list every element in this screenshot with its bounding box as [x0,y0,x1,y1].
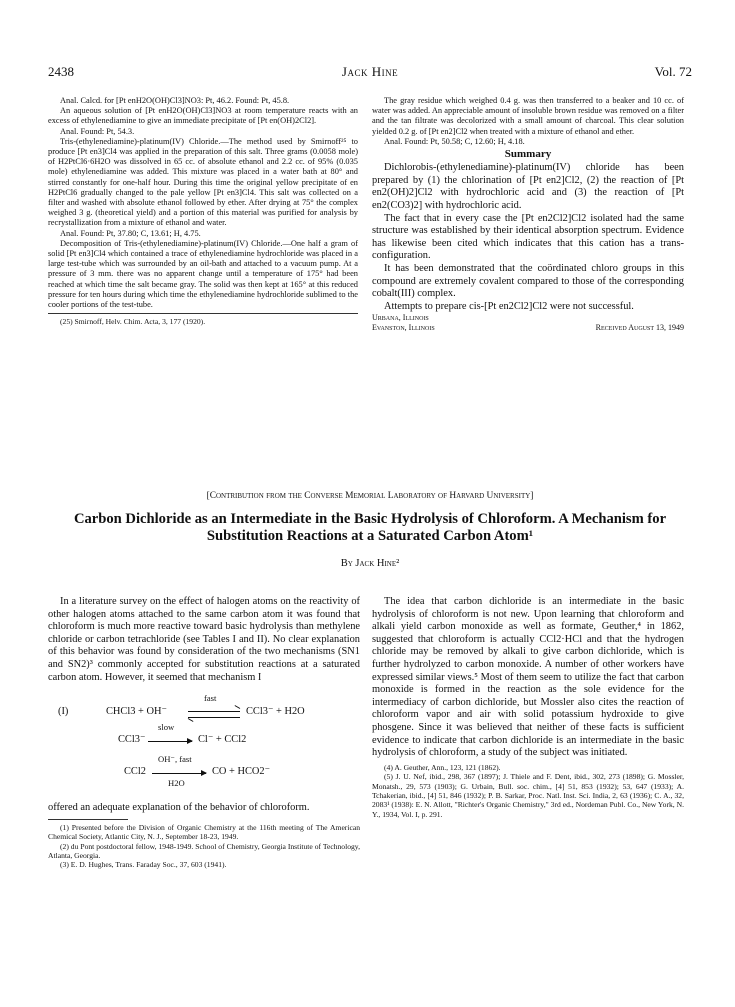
forward-arrow-icon [188,711,240,712]
footnote-rule [48,819,128,820]
mechanism-label: (I) [58,706,69,718]
reaction2-condition: slow [158,722,175,733]
reaction3-condition: OH⁻, fast [158,754,192,765]
paragraph: An aqueous solution of [Pt enH2O(OH)Cl3]NO3 at room temperature reacts with an excess of ethylenediamine to give an immediate precipitate of [Pt en(OH)2Cl2]. [48,106,358,126]
arrow-icon [148,741,192,742]
summary-heading: Summary [504,148,552,161]
affiliation-footer [372,313,684,333]
paragraph: Tris-(ethylenediamine)-platinum(IV) Chloride.—The method used by Smirnoff²⁵ to produce [Pt en3]Cl4 was applied in the preparation of this salt. Three grams (0.0058 mole) of H2PtCl6·6H2O was dissolved in 65 cc. of absolute ethanol and 2.2 cc. of 95% (0.035 mole) ethylenediamine was added. This mixture was placed in a water bath at 80° and stirred constantly for one-half hour. During this time the original yellow precipitate of en H2PtCl6 gradually changed to the pale yellow [Pt en3]Cl4. This salt was collected on a filter and washed with absolute ethanol followed by ether. After drying at 75° the complex weighed 3 g. (theoretical yield) and a portion of this material was purified for analysis by recrystallization from a mixture of ethanol and water. [48,136,358,228]
footnote: (5) J. U. Nef, ibid., 298, 367 (1897); J. Thiele and F. Dent, ibid., 302, 273 (1898); G. Mossler, Monatsh., 29, 573 (1903); G. Urbain, Bull. soc. chim., [4] 51, 853 (1932); 53, 647 (1933); A. Tchakerian, ibid., [4] 51, 846 (1932); P. B. Sarkar, Proc. Natl. Inst. Sci. India, 2, 63 (1936); C. A., 32, 2083¹ (1938): E. N. Allott, "Richter's Organic Chemistry," 3rd ed., Nordeman Publ. Co., New York, N. Y., 1934, Vol. I, p. 291. [372,772,684,819]
article-title: Carbon Dichloride as an Intermediate in the Basic Hydrolysis of Chloroform. A Mechanism for Substitution Reactions at a Saturated Carbon Atom¹ [73,511,667,544]
paragraph: Dichlorobis-(ethylenediamine)-platinum(IV) chloride has been prepared by (1) the chlorination of [Pt en2]Cl2, (2) the reaction of [Pt en2(OH)2]Cl2 with hydrochloric acid and (3) the reaction of [Pt en2(CO3)2] with hydrochloric acid. [372,162,684,211]
paragraph: It has been demonstrated that the coördinated chloro groups in this compound are extremely covalent compared to those of the corresponding cobalt(III) complex. [372,262,684,300]
footnote-text: (25) Smirnoff, Helv. Chim. Acta, 3, 177 (1920). [60,317,206,327]
paragraph: Anal. Calcd. for [Pt enH2O(OH)Cl3]NO3: Pt, 46.2. Found: Pt, 45.8. [60,96,290,105]
footnote-rule [48,313,358,314]
mechanism-equations [48,684,360,802]
reverse-arrow-icon [188,717,240,718]
volume-label: Vol. 72 [654,64,692,79]
summary-body [372,162,684,313]
paragraph: Attempts to prepare cis-[Pt en2Cl2]Cl2 were not successful. [384,300,634,312]
article-left-column [48,596,360,870]
page-header [48,64,692,80]
byline: By Jack Hine² [340,558,400,569]
received-date: Received August 13, 1949 [595,323,684,333]
footnote: (1) Presented before the Division of Organic Chemistry at the 116th meeting of The American Chemical Society, Atlantic City, N. J., September 18-23, 1949. [48,822,360,842]
reaction1-condition: fast [204,693,217,704]
paragraph: offered an adequate explanation of the behavior of chloroform. [48,802,310,814]
reaction3-right: CO + HCO2⁻ [212,766,271,778]
paragraph: The fact that in every case the [Pt en2Cl2]Cl2 isolated had the same structure was established by their identical absorption spectrum. Evidence has likewise been cited which indicates that this cation has a trans-configuration. [372,212,684,262]
article-right-column [372,596,684,819]
reaction2-right: Cl⁻ + CCl2 [198,734,247,746]
footnote [48,317,358,326]
paragraph: Decomposition of Tris-(ethylenediamine)-platinum(IV) Chloride.—One half a gram of solid [Pt en3]Cl4 which contained a trace of ethylenediamine hydrochloride was placed in a large test-tube which was surrounded by an oil-bath and attached to a vacuum pump. At a pressure of 3 mm. there was no apparent change until a temperature of 175° had been reached at which time the salt became gray. The solid was then kept at 165° at this reduced pressure for ten hours during which time the ethylenediamine hydrochloride sublimed to the cooler portions of the test-tube. [48,238,358,310]
paragraph: Anal. Found: Pt, 54.3. [60,126,135,136]
affiliation-cities: Urbana, Illinois Evanston, Illinois [372,313,435,333]
footnote: (2) du Pont postdoctoral fellow, 1948-1949. School of Chemistry, Georgia Institute of Technology, Atlanta, Georgia. [48,841,360,860]
paragraph: Anal. Found: Pt, 50.58; C, 12.60; H, 4.18. [384,136,525,146]
footnotes [372,763,684,819]
paragraph: The idea that carbon dichloride is an intermediate in the basic hydrolysis of chloroform is not new. Upon learning that chloroform and alkali yield carbon monoxide as well as formate, Geuther,⁴ in 1862, suggested that chloroform is actually CCl2·HCl and that the hydrogen chloride may be removed by alkali to give carbon dichloride, which is further hydrolyzed to carbon monoxide. A number of other workers have expressed similar views.⁵ Most of them seem to utilize the fact that carbon monoxide is formed in the reaction as the sole evidence for the intermediacy of carbon dichloride, but Mossler also cites the reaction of chloroform vapor and air with solid potassium hydroxide to give phosgene. Since it was believed that neither of these facts is sufficient evidence to indicate that carbon dichloride is an intermediate in the basic hydrolysis of chloroform, a study of the subject was initiated. [372,596,684,759]
prev-article-left-column [48,96,358,327]
paragraph: In a literature survey on the effect of halogen atoms on the reactivity of other halogen atoms attached to the same carbon atom it was found that chloroform is much more reactive toward basic hydrolysis than methylene chloride or carbon tetrachloride (see Tables I and II). No clear explanation of this behavior was found by consideration of the two mechanisms (SN1 and SN2)³ commonly accepted for substitution reactions at a saturated carbon atom. However, it seemed that mechanism I [48,596,360,683]
reaction3-solvent: H2O [168,778,185,789]
reaction2-left: CCl3⁻ [118,734,146,746]
reaction1-right: CCl3⁻ + H2O [246,706,305,718]
contribution-line: [Contribution from the Converse Memorial Laboratory of Harvard University] [206,491,534,501]
footnote: (3) E. D. Hughes, Trans. Faraday Soc., 37, 603 (1941). [60,860,227,870]
arrow-icon [152,773,206,774]
reaction3-left: CCl2 [124,766,146,778]
reaction1-left: CHCl3 + OH⁻ [106,706,167,718]
page-number: 2438 [48,64,74,79]
footnote: (4) A. Geuther, Ann., 123, 121 (1862). [384,762,501,772]
prev-article-right-column [372,96,684,333]
paragraph: Anal. Found: Pt, 37.80; C, 13.61; H, 4.75. [60,228,201,238]
footnotes [48,823,360,870]
paragraph: The gray residue which weighed 0.4 g. was then transferred to a beaker and 10 cc. of water was added. An appreciable amount of insoluble brown residue was removed on a filter and the tan filtrate was decolorized with a small amount of charcoal. This clear solution yielded 0.2 g. of [Pt en2]Cl2 when treated with a mixture of ethanol and ether. [372,96,684,136]
running-head: Jack Hine [341,64,399,79]
